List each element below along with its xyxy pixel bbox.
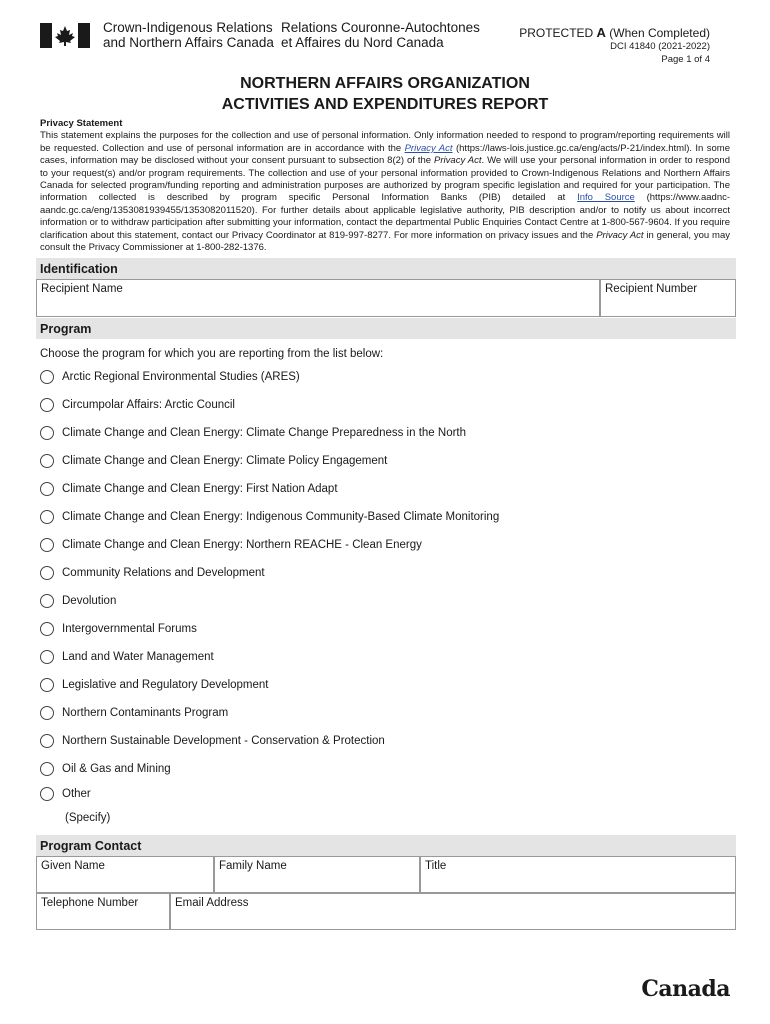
program-option-ares[interactable]: Arctic Regional Environmental Studies (ARES) <box>40 370 300 384</box>
radio-button[interactable] <box>40 426 54 440</box>
radio-button[interactable] <box>40 566 54 580</box>
radio-button[interactable] <box>40 538 54 552</box>
program-option-arctic-council[interactable]: Circumpolar Affairs: Arctic Council <box>40 398 235 412</box>
radio-button[interactable] <box>40 482 54 496</box>
radio-button[interactable] <box>40 650 54 664</box>
radio-button[interactable] <box>40 454 54 468</box>
program-option-other[interactable]: Other <box>40 787 91 801</box>
program-option-climate-preparedness[interactable]: Climate Change and Clean Energy: Climate Change Preparedness in the North <box>40 426 466 440</box>
privacy-statement <box>40 118 730 254</box>
program-option-legislative[interactable]: Legislative and Regulatory Development <box>40 678 268 692</box>
program-option-intergovernmental[interactable]: Intergovernmental Forums <box>40 622 197 636</box>
program-option-community-relations[interactable]: Community Relations and Development <box>40 566 265 580</box>
radio-button[interactable] <box>40 622 54 636</box>
program-option-sustainable-development[interactable]: Northern Sustainable Development - Conservation & Protection <box>40 734 385 748</box>
department-name-fr: Relations Couronne-Autochtones et Affaires du Nord Canada <box>281 20 480 50</box>
radio-button[interactable] <box>40 510 54 524</box>
page-number: Page 1 of 4 <box>661 54 710 65</box>
canada-wordmark: Canada <box>641 976 730 1002</box>
protected-marking: PROTECTED A (When Completed) DCI 41840 (2021-2022) Page 1 of 4 <box>519 25 710 65</box>
radio-button[interactable] <box>40 787 54 801</box>
program-option-reache[interactable]: Climate Change and Clean Energy: Northern REACHE - Clean Energy <box>40 538 422 552</box>
program-option-first-nation-adapt[interactable]: Climate Change and Clean Energy: First Nation Adapt <box>40 482 338 496</box>
radio-button[interactable] <box>40 594 54 608</box>
privacy-body: This statement explains the purposes for the collection and use of personal information. Only information needed to respond to program/reporting requirements will be requested. Collection and use of personal information are in accordance with the Privacy Act (https://laws-lois.justice.gc.ca/eng/acts/P-21/index.html). In some cases, information may be disclosed without your consent pursuant to subsection 8(2) of the Privacy Act. We will use your personal information in order to respond to your request(s) and/or program requirements. The collection and use of your personal information provided to Crown-Indigenous Relations and Northern Affairs Canada for selected program/funding reporting and administration purposes are authorized by program specific legislation and required for your participation. The information collected is described by program specific Personal Information Banks (PIB) detailed at Info Source (https://www.aadnc-aandc.gc.ca/eng/1353081939455/1353082011520). For further details about applicable legislative authority, PIB description and/or to notify us about incorrect information or to withdraw participation after submitting your information, contact the departmental Public Enquiries Contact Centre at 1-800-567-9604. If you require clarification about this statement, contact our Privacy Coordinator at 819-997-8277. For more information on privacy issues and the Privacy Act in general, you may consult the Privacy Commissioner at 1-800-282-1376. <box>40 130 731 254</box>
identification-heading: Identification <box>36 258 736 279</box>
radio-button[interactable] <box>40 762 54 776</box>
program-intro: Choose the program for which you are reporting from the list below: <box>40 348 384 360</box>
recipient-number-field[interactable]: Recipient Number <box>600 279 736 317</box>
other-specify-field[interactable]: (Specify) <box>65 812 111 824</box>
recipient-name-field[interactable]: Recipient Name <box>36 279 600 317</box>
page-header <box>40 20 740 70</box>
given-name-field[interactable]: Given Name <box>36 856 214 893</box>
telephone-field[interactable]: Telephone Number <box>36 893 170 930</box>
program-heading: Program <box>36 318 736 339</box>
program-contact-heading: Program Contact <box>36 835 736 856</box>
radio-button[interactable] <box>40 678 54 692</box>
email-field[interactable]: Email Address <box>170 893 736 930</box>
title-field[interactable]: Title <box>420 856 736 893</box>
canada-flag-icon <box>40 23 90 48</box>
privacy-act-link[interactable]: Privacy Act <box>404 142 453 154</box>
family-name-field[interactable]: Family Name <box>214 856 420 893</box>
radio-button[interactable] <box>40 734 54 748</box>
program-option-land-water[interactable]: Land and Water Management <box>40 650 214 664</box>
program-option-climate-monitoring[interactable]: Climate Change and Clean Energy: Indigenous Community-Based Climate Monitoring <box>40 510 499 524</box>
program-option-climate-policy[interactable]: Climate Change and Clean Energy: Climate Policy Engagement <box>40 454 387 468</box>
program-option-oil-gas-mining[interactable]: Oil & Gas and Mining <box>40 762 171 776</box>
info-source-link[interactable]: Info Source <box>577 192 635 204</box>
program-option-devolution[interactable]: Devolution <box>40 594 116 608</box>
radio-button[interactable] <box>40 398 54 412</box>
program-option-contaminants[interactable]: Northern Contaminants Program <box>40 706 228 720</box>
page-title: NORTHERN AFFAIRS ORGANIZATION ACTIVITIES AND EXPENDITURES REPORT <box>221 75 549 113</box>
privacy-heading: Privacy Statement <box>40 118 123 129</box>
department-name-en: Crown-Indigenous Relations and Northern Affairs Canada <box>103 20 274 50</box>
radio-button[interactable] <box>40 370 54 384</box>
form-number: DCI 41840 (2021-2022) <box>610 41 710 52</box>
radio-button[interactable] <box>40 706 54 720</box>
